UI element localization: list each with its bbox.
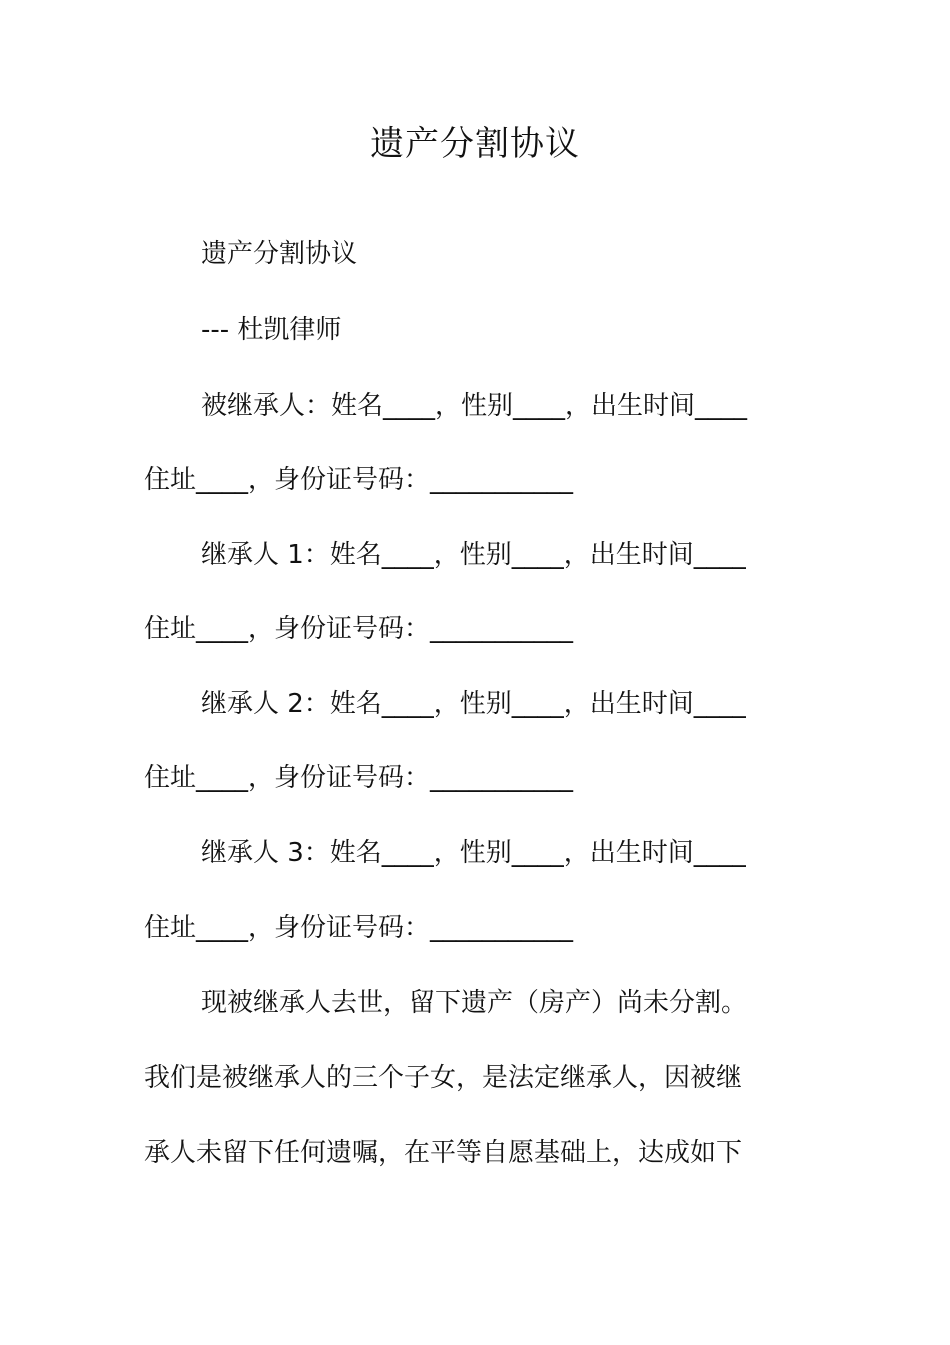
document-title: 遗产分割协议 bbox=[370, 124, 580, 164]
heir-2-address-line: 住址____，身份证号码：___________ bbox=[144, 763, 574, 793]
heir-3-address-line: 住址____，身份证号码：___________ bbox=[144, 913, 574, 943]
decedent-info-line: 被继承人：姓名____，性别____，出生时间____ bbox=[201, 391, 748, 421]
body-paragraph-line-2: 我们是被继承人的三个子女，是法定继承人，因被继 bbox=[144, 1063, 743, 1093]
subtitle-line: 遗产分割协议 bbox=[201, 239, 358, 269]
heir-1-address-line: 住址____，身份证号码：___________ bbox=[144, 614, 574, 644]
heir-2-info-line: 继承人 2：姓名____，性别____，出生时间____ bbox=[201, 689, 746, 719]
heir-1-info-line: 继承人 1：姓名____，性别____，出生时间____ bbox=[201, 540, 746, 570]
author-line: --- 杜凯律师 bbox=[201, 315, 342, 345]
decedent-address-line: 住址____，身份证号码：___________ bbox=[144, 465, 574, 495]
body-paragraph-line-3: 承人未留下任何遗嘱，在平等自愿基础上，达成如下 bbox=[144, 1138, 743, 1168]
body-paragraph-line-1: 现被继承人去世，留下遗产（房产）尚未分割。 bbox=[201, 988, 748, 1018]
heir-3-info-line: 继承人 3：姓名____，性别____，出生时间____ bbox=[201, 838, 746, 868]
